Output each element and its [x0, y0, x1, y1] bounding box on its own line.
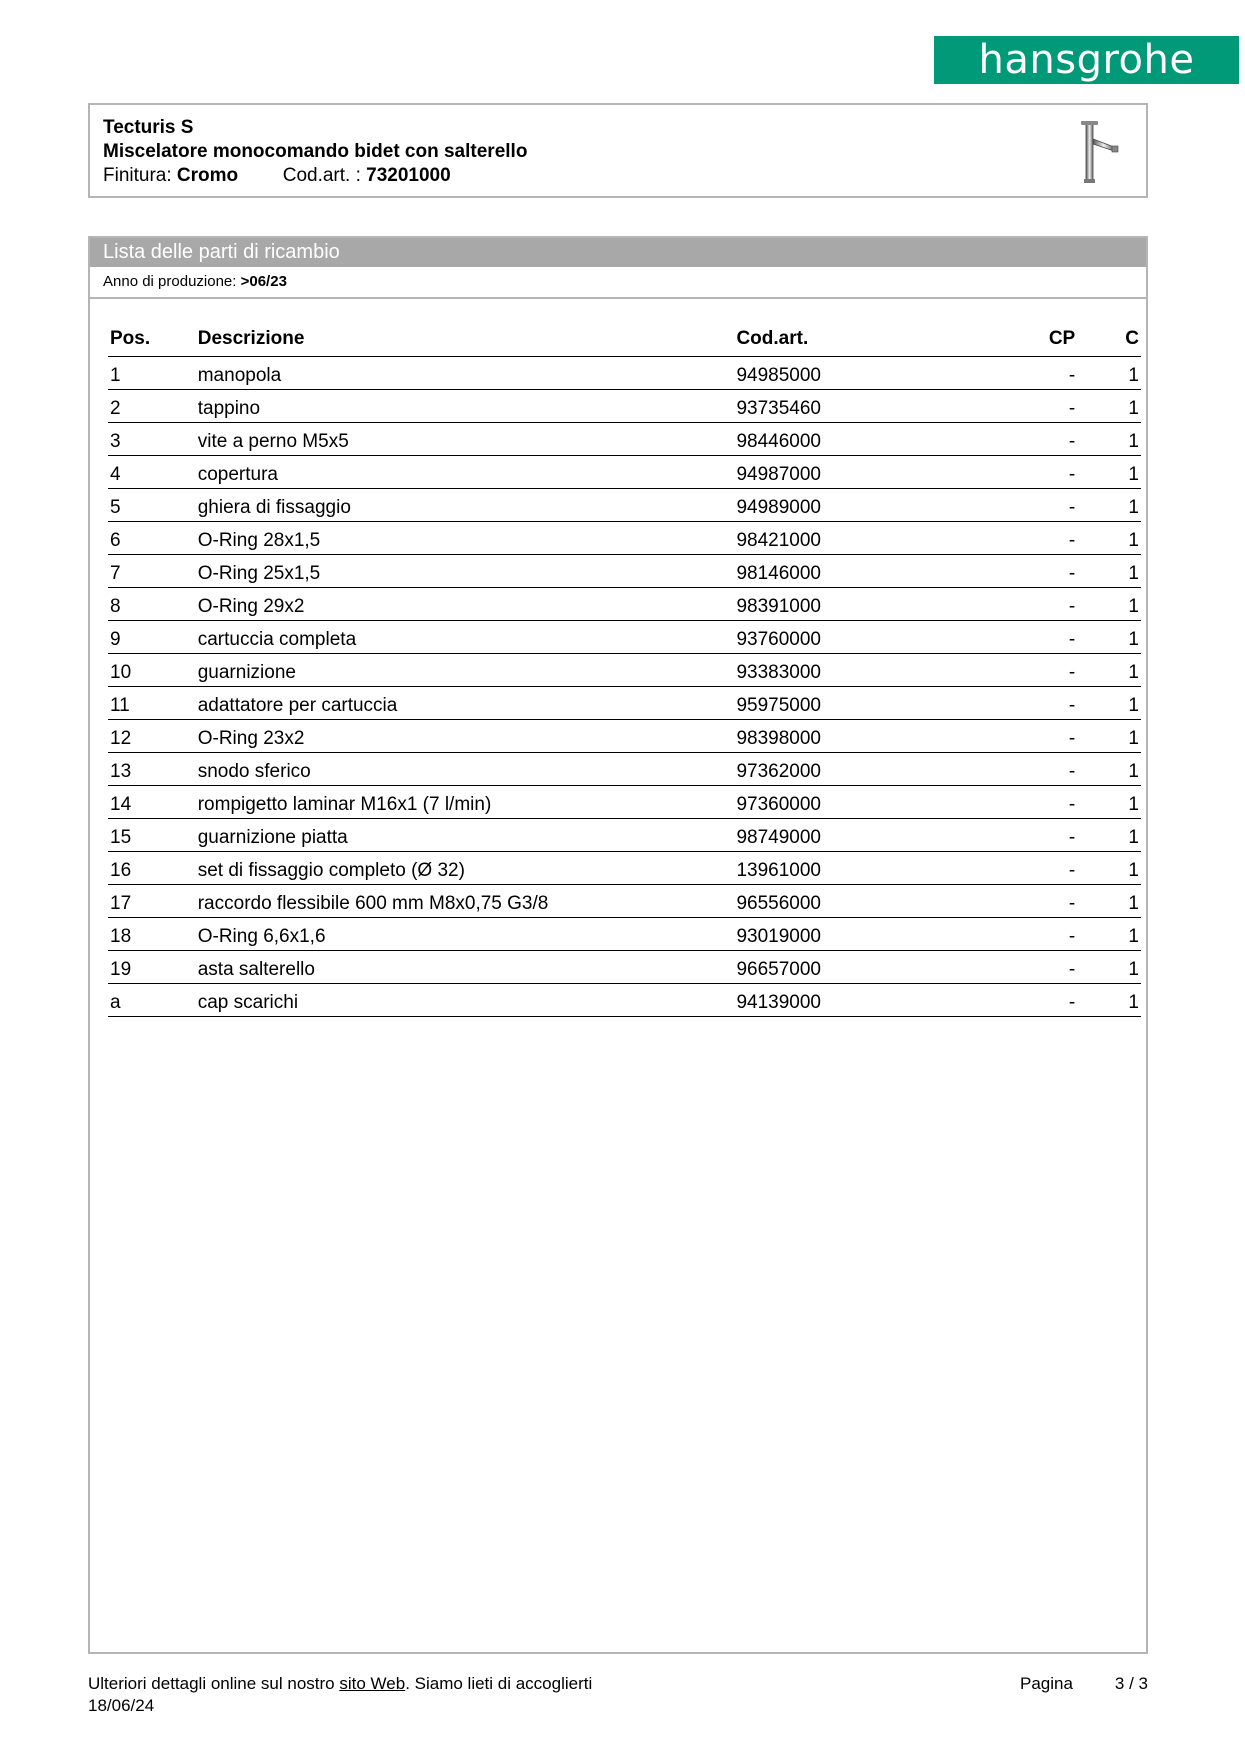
cell-cp: - — [1005, 984, 1075, 1017]
cell-c: 1 — [1075, 852, 1141, 885]
table-row — [108, 654, 1141, 687]
cell-pos: 7 — [108, 555, 198, 588]
cell-description: tappino — [198, 390, 737, 423]
website-link[interactable]: sito Web — [339, 1674, 406, 1693]
product-details — [103, 165, 451, 187]
table-row — [108, 621, 1141, 654]
cell-description: O-Ring 23x2 — [198, 720, 737, 753]
cell-description: guarnizione piatta — [198, 819, 737, 852]
cell-cp: - — [1005, 522, 1075, 555]
cell-c: 1 — [1075, 522, 1141, 555]
parts-list-title: Lista delle parti di ricambio — [90, 238, 1146, 267]
cell-pos: 17 — [108, 885, 198, 918]
cell-code: 98391000 — [736, 588, 1005, 621]
cell-code: 95975000 — [736, 687, 1005, 720]
year-value: >06/23 — [240, 273, 287, 290]
cell-c: 1 — [1075, 819, 1141, 852]
table-header — [108, 318, 1141, 357]
cell-c: 1 — [1075, 753, 1141, 786]
cell-pos: 2 — [108, 390, 198, 423]
table-row — [108, 786, 1141, 819]
cell-cp: - — [1005, 423, 1075, 456]
cell-pos: 8 — [108, 588, 198, 621]
col-cp: CP — [1005, 318, 1075, 357]
cell-code: 96556000 — [736, 885, 1005, 918]
cell-description: O-Ring 6,6x1,6 — [198, 918, 737, 951]
cell-pos: 12 — [108, 720, 198, 753]
cell-c: 1 — [1075, 984, 1141, 1017]
brand-name: hansgrohe — [978, 37, 1195, 83]
cell-c: 1 — [1075, 918, 1141, 951]
hansgrohe-logo — [934, 36, 1239, 84]
footer-note — [88, 1674, 592, 1694]
cell-description: copertura — [198, 456, 737, 489]
cell-code: 93019000 — [736, 918, 1005, 951]
cell-pos: 4 — [108, 456, 198, 489]
table-row — [108, 885, 1141, 918]
cell-c: 1 — [1075, 423, 1141, 456]
cell-c: 1 — [1075, 456, 1141, 489]
cell-cp: - — [1005, 819, 1075, 852]
table-row — [108, 918, 1141, 951]
cell-pos: 16 — [108, 852, 198, 885]
cell-description: raccordo flessibile 600 mm M8x0,75 G3/8 — [198, 885, 737, 918]
cell-cp: - — [1005, 951, 1075, 984]
cell-cp: - — [1005, 720, 1075, 753]
table-row — [108, 720, 1141, 753]
table-row — [108, 456, 1141, 489]
cell-description: cap scarichi — [198, 984, 737, 1017]
table-row — [108, 423, 1141, 456]
production-year — [90, 267, 1146, 299]
cell-code: 97360000 — [736, 786, 1005, 819]
cell-cp: - — [1005, 588, 1075, 621]
cell-code: 98398000 — [736, 720, 1005, 753]
cell-c: 1 — [1075, 489, 1141, 522]
cell-cp: - — [1005, 918, 1075, 951]
table-row — [108, 390, 1141, 423]
cell-cp: - — [1005, 687, 1075, 720]
footer-date: 18/06/24 — [88, 1696, 155, 1715]
cell-description: manopola — [198, 357, 737, 390]
col-description: Descrizione — [198, 318, 737, 357]
cell-description: rompigetto laminar M16x1 (7 l/min) — [198, 786, 737, 819]
code-label: Cod.art. : — [282, 165, 361, 186]
code-value: 73201000 — [366, 165, 451, 186]
table-row — [108, 852, 1141, 885]
cell-cp: - — [1005, 786, 1075, 819]
cell-pos: 5 — [108, 489, 198, 522]
table-row — [108, 522, 1141, 555]
cell-code: 98749000 — [736, 819, 1005, 852]
cell-code: 98421000 — [736, 522, 1005, 555]
table-row — [108, 588, 1141, 621]
product-series: Tecturis S — [103, 117, 194, 138]
finish-value: Cromo — [176, 165, 239, 186]
cell-description: guarnizione — [198, 654, 737, 687]
page-label: Pagina — [1020, 1674, 1073, 1693]
cell-pos: 10 — [108, 654, 198, 687]
table-row — [108, 357, 1141, 390]
cell-pos: 3 — [108, 423, 198, 456]
cell-description: asta salterello — [198, 951, 737, 984]
cell-description: cartuccia completa — [198, 621, 737, 654]
cell-c: 1 — [1075, 687, 1141, 720]
cell-pos: 6 — [108, 522, 198, 555]
cell-c: 1 — [1075, 621, 1141, 654]
cell-cp: - — [1005, 654, 1075, 687]
cell-description: O-Ring 29x2 — [198, 588, 737, 621]
cell-c: 1 — [1075, 786, 1141, 819]
cell-c: 1 — [1075, 720, 1141, 753]
cell-cp: - — [1005, 390, 1075, 423]
cell-c: 1 — [1075, 885, 1141, 918]
table-row — [108, 687, 1141, 720]
cell-cp: - — [1005, 852, 1075, 885]
cell-pos: 9 — [108, 621, 198, 654]
product-name: Miscelatore monocomando bidet con salterello — [103, 141, 528, 162]
cell-c: 1 — [1075, 555, 1141, 588]
cell-description: O-Ring 28x1,5 — [198, 522, 737, 555]
finish-label: Finitura: — [103, 165, 172, 186]
cell-code: 94139000 — [736, 984, 1005, 1017]
year-label: Anno di produzione: — [103, 273, 237, 290]
cell-c: 1 — [1075, 654, 1141, 687]
cell-pos: 19 — [108, 951, 198, 984]
table-row — [108, 555, 1141, 588]
table-row — [108, 951, 1141, 984]
cell-description: vite a perno M5x5 — [198, 423, 737, 456]
cell-c: 1 — [1075, 357, 1141, 390]
table-row — [108, 984, 1141, 1017]
cell-c: 1 — [1075, 588, 1141, 621]
product-info-box — [88, 103, 1148, 198]
cell-pos: 1 — [108, 357, 198, 390]
cell-pos: 13 — [108, 753, 198, 786]
cell-pos: 15 — [108, 819, 198, 852]
footer-text: Ulteriori dettagli online sul nostro — [88, 1674, 335, 1693]
col-c: C — [1075, 318, 1141, 357]
cell-pos: a — [108, 984, 198, 1017]
col-pos: Pos. — [108, 318, 198, 357]
cell-code: 98146000 — [736, 555, 1005, 588]
cell-code: 96657000 — [736, 951, 1005, 984]
cell-cp: - — [1005, 621, 1075, 654]
faucet-image — [1062, 117, 1132, 187]
table-row — [108, 489, 1141, 522]
cell-pos: 14 — [108, 786, 198, 819]
cell-description: snodo sferico — [198, 753, 737, 786]
cell-code: 93760000 — [736, 621, 1005, 654]
footer-text-after: . Siamo lieti di accoglierti — [405, 1674, 593, 1693]
cell-code: 94987000 — [736, 456, 1005, 489]
cell-description: adattatore per cartuccia — [198, 687, 737, 720]
cell-code: 98446000 — [736, 423, 1005, 456]
cell-code: 94985000 — [736, 357, 1005, 390]
cell-cp: - — [1005, 489, 1075, 522]
cell-cp: - — [1005, 456, 1075, 489]
table-row — [108, 819, 1141, 852]
cell-code: 97362000 — [736, 753, 1005, 786]
cell-cp: - — [1005, 885, 1075, 918]
page-number: 3 / 3 — [1114, 1674, 1148, 1693]
cell-description: set di fissaggio completo (Ø 32) — [198, 852, 737, 885]
cell-cp: - — [1005, 357, 1075, 390]
cell-pos: 11 — [108, 687, 198, 720]
cell-cp: - — [1005, 753, 1075, 786]
cell-code: 93735460 — [736, 390, 1005, 423]
cell-c: 1 — [1075, 951, 1141, 984]
table-row — [108, 753, 1141, 786]
cell-code: 13961000 — [736, 852, 1005, 885]
cell-code: 94989000 — [736, 489, 1005, 522]
cell-pos: 18 — [108, 918, 198, 951]
cell-c: 1 — [1075, 390, 1141, 423]
parts-table — [108, 318, 1141, 1017]
col-code: Cod.art. — [736, 318, 1005, 357]
cell-cp: - — [1005, 555, 1075, 588]
spare-parts-box — [88, 236, 1148, 1654]
cell-code: 93383000 — [736, 654, 1005, 687]
cell-description: O-Ring 25x1,5 — [198, 555, 737, 588]
cell-description: ghiera di fissaggio — [198, 489, 737, 522]
